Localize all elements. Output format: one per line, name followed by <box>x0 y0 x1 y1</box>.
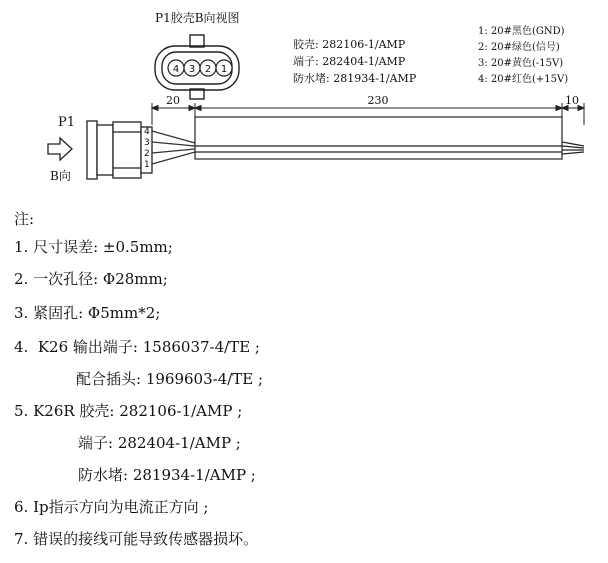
direction-label: B向 <box>50 169 71 183</box>
note-item-6: 6. Ip指示方向为电流正方向 ; <box>14 498 209 516</box>
part-seal: 防水堵: 281934-1/AMP <box>293 72 417 85</box>
cable-body <box>195 117 562 159</box>
part-terminal: 端子: 282404-1/AMP <box>293 55 406 68</box>
plug-body <box>87 121 152 179</box>
note-item-3: 3. 紧固孔: Φ5mm*2; <box>14 304 161 322</box>
note-item-5: 5. K26R 胶壳: 282106-1/AMP ; <box>14 402 243 420</box>
pin-label-4: 4 <box>172 64 180 75</box>
pin-label-2: 2 <box>204 64 212 75</box>
pin-label-1: 1 <box>220 64 228 75</box>
note-item-1: 1. 尺寸误差: ±0.5mm; <box>14 238 173 256</box>
wire-legend-1: 1: 20#黑色(GND) <box>478 26 565 37</box>
dimension-middle: 230 <box>367 94 389 107</box>
fan-out-wires <box>152 131 195 164</box>
part-housing: 胶壳: 282106-1/AMP <box>293 38 406 51</box>
note-item-4-mating-plug: 配合插头: 1969603-4/TE ; <box>76 370 264 388</box>
cable-pin-label-3: 3 <box>144 138 150 148</box>
note-item-5-seal: 防水堵: 281934-1/AMP ; <box>78 466 256 484</box>
connector-view-title: P1胶壳B向视图 <box>155 11 240 25</box>
pin-label-3: 3 <box>188 64 196 75</box>
note-item-2: 2. 一次孔径: Φ28mm; <box>14 270 168 288</box>
wire-legend-4: 4: 20#红色(+15V) <box>478 74 569 85</box>
wiring-diagram <box>0 0 608 210</box>
notes-heading: 注: <box>14 210 35 228</box>
cable-pin-label-2: 2 <box>144 149 150 159</box>
note-item-7: 7. 错误的接线可能导致传感器损坏。 <box>14 530 259 548</box>
direction-arrow-icon <box>48 138 72 160</box>
dimension-left: 20 <box>166 94 180 107</box>
wire-legend-3: 3: 20#黄色(-15V) <box>478 58 564 69</box>
note-item-5-terminal: 端子: 282404-1/AMP ; <box>78 434 241 452</box>
dimension-right: 10 <box>565 94 579 107</box>
cable-pin-label-1: 1 <box>144 160 150 170</box>
wire-legend-2: 2: 20#绿色(信号) <box>478 42 560 53</box>
cable-pin-label-4: 4 <box>144 127 150 137</box>
note-item-4: 4. K26 输出端子: 1586037-4/TE ; <box>14 338 260 356</box>
stripped-wire-ends <box>562 142 584 154</box>
plug-label: P1 <box>58 115 76 130</box>
